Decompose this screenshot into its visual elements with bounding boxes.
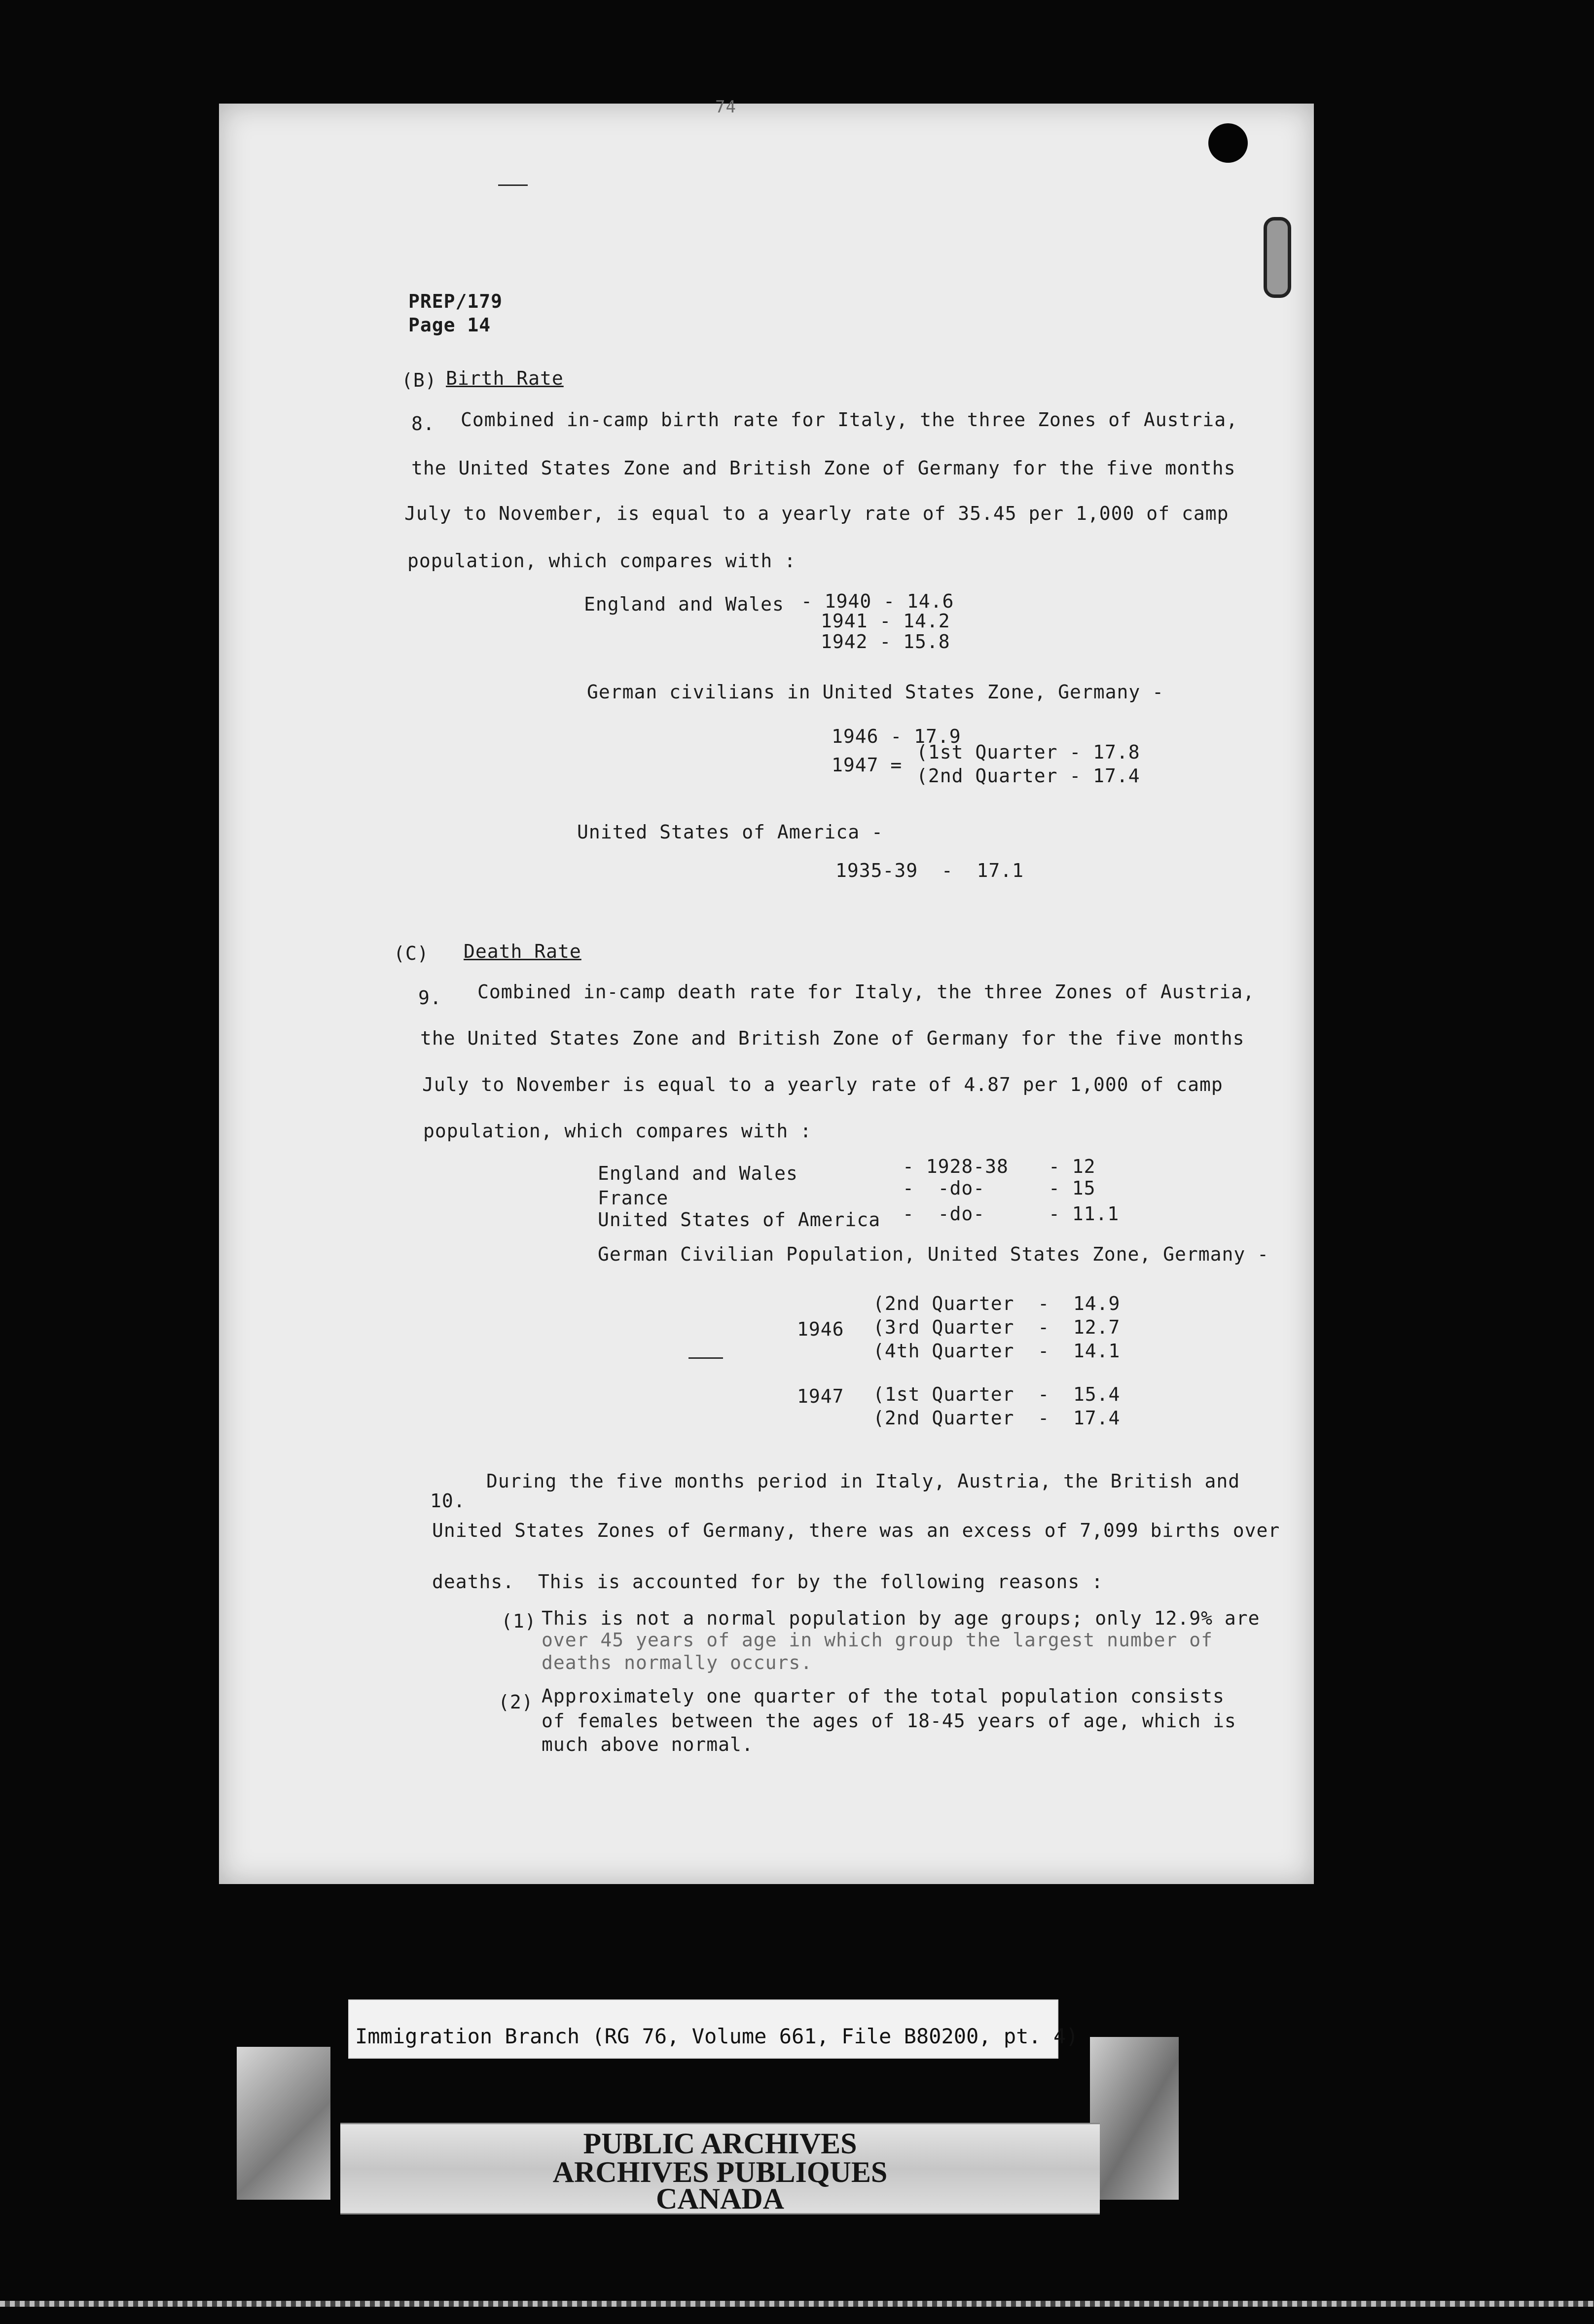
- england-wales-1941: 1941 - 14.2: [821, 610, 950, 632]
- death-compare-period-3: - -do-: [903, 1203, 985, 1225]
- reason-2-line-3: much above normal.: [542, 1734, 754, 1755]
- reason-1-line-2: over 45 years of age in which group the largest number of: [542, 1629, 1213, 1651]
- marginal-note: 74: [715, 97, 736, 117]
- para-8-line-2: the United States Zone and British Zone of Germany for the five months: [411, 457, 1236, 479]
- death-1947-q1: (1st Quarter - 15.4: [873, 1383, 1121, 1405]
- death-1947-label: 1947: [797, 1385, 844, 1407]
- death-compare-label-1: England and Wales: [598, 1162, 798, 1184]
- german-1947-q2: (2nd Quarter - 17.4: [916, 765, 1140, 787]
- reason-1-line-1: This is not a normal population by age groups; only 12.9% are: [542, 1607, 1260, 1629]
- death-1946-q4: (4th Quarter - 14.1: [873, 1340, 1121, 1362]
- tape-strip-right: [1090, 2037, 1179, 2200]
- german-1947-label: 1947 =: [832, 754, 903, 776]
- para-10-line-3: deaths. This is accounted for by the following reasons :: [432, 1571, 1104, 1593]
- death-compare-value-1: - 12: [1049, 1156, 1096, 1177]
- death-1946-q3: (3rd Quarter - 12.7: [873, 1316, 1121, 1338]
- german-1947-q1: (1st Quarter - 17.8: [916, 741, 1140, 763]
- reason-2-number: (2): [498, 1691, 534, 1713]
- para-8-line-1: Combined in-camp birth rate for Italy, the three Zones of Austria,: [461, 409, 1238, 431]
- death-rate-heading: Death Rate: [464, 941, 581, 962]
- para-10-line-1: During the five months period in Italy, Austria, the British and: [486, 1470, 1240, 1492]
- para-9-line-2: the United States Zone and British Zone of Germany for the five months: [420, 1027, 1245, 1049]
- margin-dash: [688, 1357, 723, 1359]
- paper-clip: [1264, 217, 1291, 298]
- death-compare-label-2: France: [598, 1187, 669, 1209]
- birth-rate-heading: Birth Rate: [446, 367, 564, 389]
- tape-strip-left: [237, 2047, 330, 2200]
- stamp-line-3: CANADA: [656, 2182, 784, 2215]
- reason-2-line-1: Approximately one quarter of the total population consists: [542, 1685, 1225, 1707]
- usa-1935-39: 1935-39 - 17.1: [835, 860, 1024, 881]
- reason-1-number: (1): [501, 1610, 537, 1632]
- stamp-line-2: ARCHIVES PUBLIQUES: [552, 2156, 888, 2188]
- death-rate-heading-label: (C): [394, 943, 429, 964]
- death-1946-label: 1946: [797, 1318, 844, 1340]
- reason-1-line-3: deaths normally occurs.: [542, 1652, 813, 1673]
- usa-label: United States of America -: [577, 821, 883, 843]
- england-wales-1942: 1942 - 15.8: [821, 631, 950, 653]
- para-9-line-1: Combined in-camp death rate for Italy, the three Zones of Austria,: [477, 981, 1255, 1003]
- film-edge: [0, 2301, 1594, 2307]
- death-compare-period-1: - 1928-38: [903, 1156, 1009, 1177]
- death-compare-value-2: - 15: [1049, 1177, 1096, 1199]
- german-civilians-label: German civilians in United States Zone, Germany -: [587, 681, 1164, 703]
- birth-rate-heading-label: (B): [401, 369, 437, 391]
- para-10-line-2: United States Zones of Germany, there was an excess of 7,099 births over: [432, 1520, 1280, 1541]
- para-8-line-4: population, which compares with :: [407, 550, 796, 572]
- german-civilian-population-label: German Civilian Population, United States Zone, Germany -: [598, 1243, 1269, 1265]
- para-10-number: 10.: [430, 1490, 466, 1512]
- margin-dash: [498, 184, 528, 186]
- para-9-number: 9.: [418, 987, 442, 1009]
- para-9-line-4: population, which compares with :: [423, 1120, 812, 1142]
- england-wales-1940: - 1940 - 14.6: [801, 590, 954, 612]
- reason-2-line-2: of females between the ages of 18-45 years of age, which is: [542, 1710, 1236, 1732]
- german-1946-birth: 1946 - 17.9: [832, 726, 961, 747]
- death-compare-label-3: United States of America: [598, 1209, 881, 1231]
- page-number: Page 14: [408, 314, 491, 336]
- para-8-line-3: July to November, is equal to a yearly rate of 35.45 per 1,000 of camp: [404, 503, 1229, 524]
- document-ref: PREP/179: [408, 290, 503, 312]
- stamp-line-1: PUBLIC ARCHIVES: [583, 2127, 857, 2160]
- death-1946-q2: (2nd Quarter - 14.9: [873, 1293, 1121, 1314]
- para-8-number: 8.: [411, 413, 435, 435]
- death-1947-q2: (2nd Quarter - 17.4: [873, 1407, 1121, 1429]
- death-compare-period-2: - -do-: [903, 1177, 985, 1199]
- death-compare-value-3: - 11.1: [1049, 1203, 1120, 1225]
- archive-caption-text: Immigration Branch (RG 76, Volume 661, File B80200, pt. 4): [355, 2024, 1079, 2048]
- punch-hole: [1208, 123, 1248, 163]
- para-9-line-3: July to November is equal to a yearly rate of 4.87 per 1,000 of camp: [422, 1074, 1223, 1095]
- england-wales-label: England and Wales: [584, 593, 784, 615]
